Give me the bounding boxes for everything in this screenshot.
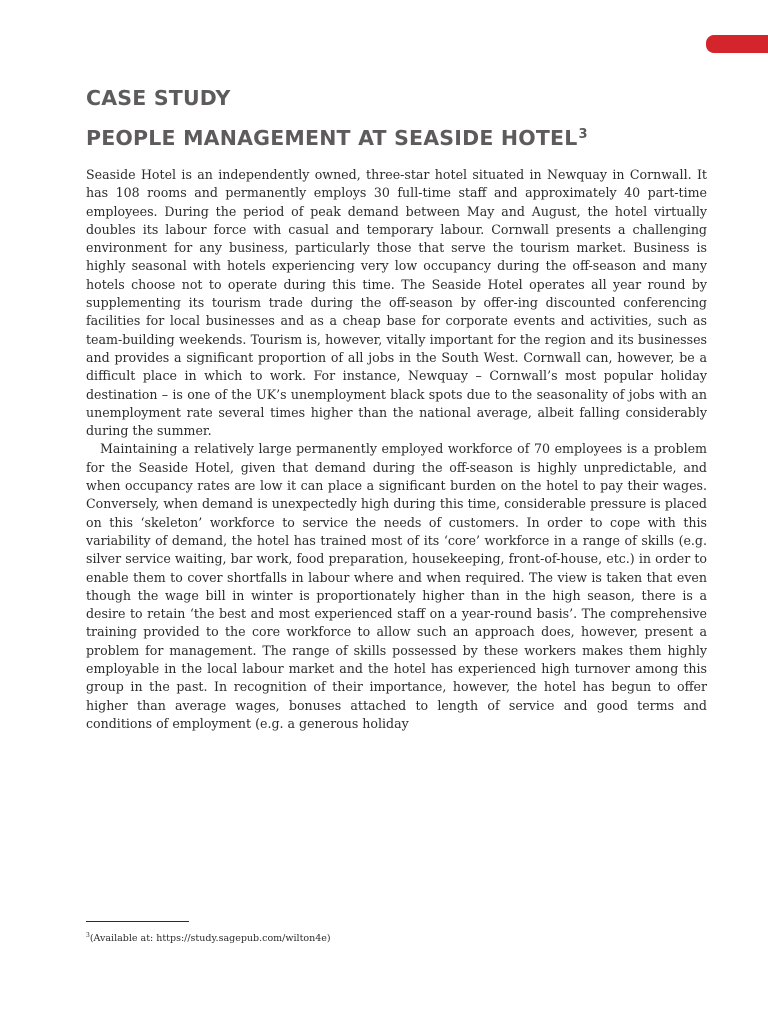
case-study-title-text: PEOPLE MANAGEMENT AT SEASIDE HOTEL: [86, 126, 578, 150]
chapter-tab-marker: [706, 35, 768, 53]
footnote-marker: 3: [86, 932, 90, 939]
footnote-text[interactable]: (Available at: https://study.sagepub.com/wilton4e): [89, 933, 331, 945]
case-study-body: [86, 166, 707, 733]
footnote: [86, 932, 331, 944]
case-study-title: [86, 126, 588, 150]
case-study-label: CASE STUDY: [86, 86, 231, 110]
paragraph-1: Seaside Hotel is an independently owned, three-star hotel situated in Newquay in Cornwall. It has 108 rooms and permanently employs 30 full-time staff and approximately 40 part-time employees. During the period of peak demand between May and August, the hotel virtually doubles its labour force with casual and temporary labour. Cornwall presents a challenging environment for any business, particularly those that serve the tourism market. Business is highly seasonal with hotels experiencing very low occupancy during the off-season and many hotels choose not to operate during this time. The Seaside Hotel operates all year round by supplementing its tourism trade during the off-season by offer-ing discounted conferencing facilities for local businesses and as a cheap base for corporate events and activities, such as team-building weekends. Tourism is, however, vitally important for the region and its businesses and provides a significant proportion of all jobs in the South West. Cornwall can, however, be a difficult place in which to work. For instance, Newquay – Cornwall’s most popular holiday destination – is one of the UK’s unemployment black spots due to the seasonality of jobs with an unemployment rate several times higher than the national average, albeit falling considerably during the summer.: [86, 167, 707, 439]
footnote-reference[interactable]: 3: [578, 127, 588, 142]
paragraph-2: Maintaining a relatively large permanently employed workforce of 70 employees is a problem for the Seaside Hotel, given that demand during the off-season is highly unpredictable, and when occupancy rates are low it can place a significant burden on the hotel to pay their wages. Conversely, when demand is unexpectedly high during this time, considerable pressure is placed on this ‘skeleton’ workforce to service the needs of customers. In order to cope with this variability of demand, the hotel has trained most of its ‘core’ workforce in a range of skills (e.g. silver service waiting, bar work, food preparation, housekeeping, front-of-house, etc.) in order to enable them to cover shortfalls in labour where and when required. The view is taken that even though the wage bill in winter is proportionately higher than in the high season, there is a desire to retain ‘the best and most experienced staff on a year-round basis’. The comprehensive training provided to the core workforce to allow such an approach does, however, present a problem for management. The range of skills possessed by these workers makes them highly employable in the local labour market and the hotel has experienced high turnover among this group in the past. In recognition of their importance, however, the hotel has begun to offer higher than average wages, bonuses attached to length of service and good terms and conditions of employment (e.g. a generous holiday: [86, 441, 707, 731]
footnote-divider: [86, 921, 189, 922]
